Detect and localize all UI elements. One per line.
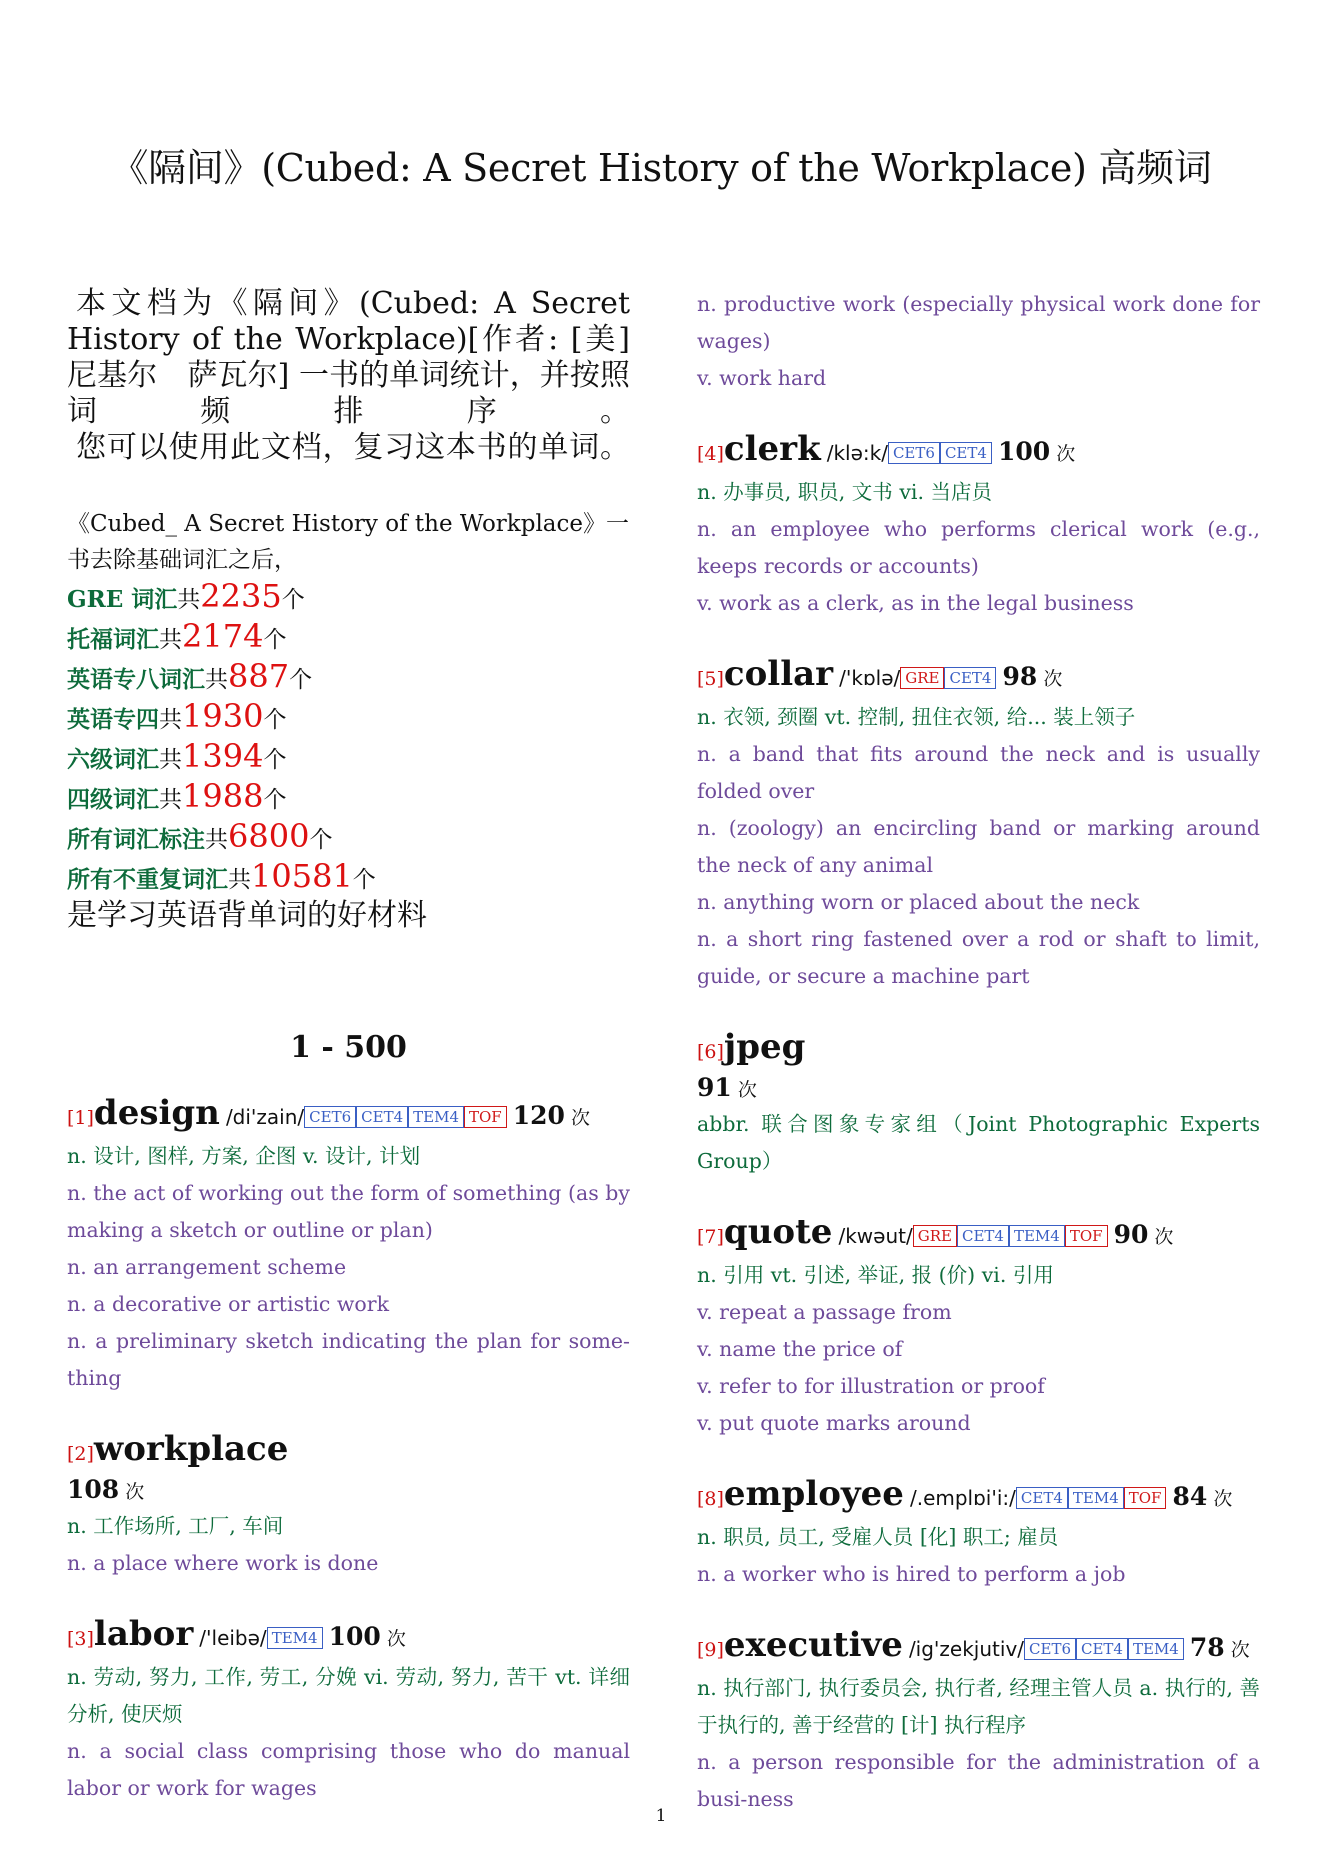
exam-tag: TEM4 xyxy=(1128,1638,1184,1660)
headword: jpeg xyxy=(723,1027,806,1067)
definition: n. 工作场所, 工厂, 车间 xyxy=(67,1514,284,1538)
phonetic: /di'zain/ xyxy=(225,1105,305,1129)
stat-line xyxy=(67,698,630,738)
exam-tag: GRE xyxy=(900,667,944,689)
definition: v. put quote marks around xyxy=(697,1411,971,1435)
entries-right xyxy=(697,286,1260,1818)
entry-index: [5] xyxy=(697,668,724,690)
phonetic: /kwəut/ xyxy=(838,1224,913,1248)
exam-tag: TOF xyxy=(1124,1487,1167,1509)
entry-head xyxy=(697,1212,1260,1257)
phonetic: /ig'zekjutiv/ xyxy=(908,1637,1025,1661)
definition: n. anything worn or placed about the neck xyxy=(697,890,1140,914)
frequency-count: 78 xyxy=(1189,1633,1225,1662)
frequency-count: 90 xyxy=(1113,1220,1149,1249)
stat-count: 2174 xyxy=(182,617,264,655)
definition: n. a worker who is hired to perform a job xyxy=(697,1562,1126,1586)
stat-unit: 个 xyxy=(281,587,305,613)
frequency-unit: 次 xyxy=(737,1079,757,1101)
stat-unit: 个 xyxy=(352,867,376,893)
stat-unit: 个 xyxy=(263,747,287,773)
entry-head xyxy=(67,1614,630,1659)
stat-unit: 个 xyxy=(309,827,333,853)
definition: v. repeat a passage from xyxy=(697,1300,952,1324)
stat-mid: 共 xyxy=(205,667,228,693)
definition: v. work as a clerk, as in the legal business xyxy=(697,591,1134,615)
frequency-count: 100 xyxy=(328,1622,381,1651)
exam-tag: CET4 xyxy=(944,667,996,689)
headword: collar xyxy=(723,654,834,694)
stat-unit: 个 xyxy=(263,627,287,653)
frequency-line xyxy=(67,1474,630,1508)
definition: n. (zoology) an encircling band or marking around the neck of any animal xyxy=(697,816,1260,877)
stat-label: 四级词汇 xyxy=(67,786,159,813)
definition: n. 引用 vt. 引述, 举证, 报 (价) vi. 引用 xyxy=(697,1263,1054,1287)
stat-label: 所有词汇标注 xyxy=(67,826,205,853)
frequency-count: 91 xyxy=(697,1073,732,1102)
stat-line xyxy=(67,578,630,618)
range-heading: 1 - 500 xyxy=(290,1030,407,1065)
headword: quote xyxy=(723,1212,833,1252)
stat-mid: 共 xyxy=(177,587,201,613)
stat-label: 英语专四 xyxy=(67,706,159,733)
headword: clerk xyxy=(723,429,821,469)
definition: v. name the price of xyxy=(697,1337,903,1361)
stat-label: 所有不重复词汇 xyxy=(67,866,228,893)
word-entry xyxy=(697,429,1260,622)
entry-index: [1] xyxy=(67,1107,94,1129)
entry-index: [6] xyxy=(697,1041,724,1063)
entry-index: [3] xyxy=(67,1628,94,1650)
exam-tag: CET4 xyxy=(1076,1638,1128,1660)
definition: n. a social class comprising those who do manual labor or work for wages xyxy=(67,1739,630,1800)
exam-tag: CET4 xyxy=(1016,1487,1068,1509)
left-column xyxy=(67,286,630,1839)
stats-lead: 《Cubed_ A Secret History of the Workplace》一书去除基础词汇之后， xyxy=(67,511,630,573)
exam-tag: GRE xyxy=(913,1225,957,1247)
definition: n. 办事员, 职员, 文书 vi. 当店员 xyxy=(697,480,992,504)
frequency-line xyxy=(697,1072,1260,1106)
word-entry xyxy=(697,1212,1260,1442)
definition: n. an arrangement scheme xyxy=(67,1255,347,1279)
definition: n. a person responsible for the administration of a busi-ness xyxy=(697,1750,1260,1811)
exam-tag: TEM4 xyxy=(408,1106,464,1128)
stat-mid: 共 xyxy=(228,867,251,893)
definition: n. productive work (especially physical work done for wages) xyxy=(697,292,1260,353)
headword: workplace xyxy=(93,1429,289,1469)
stat-line xyxy=(67,738,630,778)
entry-index: [8] xyxy=(697,1488,724,1510)
stat-label: GRE 词汇 xyxy=(67,586,178,613)
stat-count: 6800 xyxy=(228,817,310,855)
entry-head xyxy=(697,654,1260,699)
frequency-unit: 次 xyxy=(1043,668,1063,690)
stat-line xyxy=(67,658,630,698)
stat-count: 2235 xyxy=(200,577,282,615)
phonetic: /.emplɒi'i:/ xyxy=(909,1486,1016,1510)
intro-paragraph-1: 本文档为《隔间》(Cubed: A Secret History of the Workplace)[作者: [美] 尼基尔 萨瓦尔] 一书的单词统计，并按照词频排序。 xyxy=(67,286,630,429)
vocab-stats xyxy=(67,506,630,934)
frequency-unit: 次 xyxy=(125,1481,145,1503)
word-entry xyxy=(67,1093,630,1397)
definition: n. 衣领, 颈圈 vt. 控制, 扭住衣领, 给... 装上领子 xyxy=(697,705,1136,729)
intro xyxy=(67,286,630,466)
definition: n. 执行部门, 执行委员会, 执行者, 经理主管人员 a. 执行的, 善于执行的, 善于经营的 [计] 执行程序 xyxy=(697,1676,1260,1737)
stat-count: 887 xyxy=(228,657,290,695)
word-entry-continued xyxy=(697,286,1260,397)
word-entry xyxy=(697,1027,1260,1180)
word-entry xyxy=(697,654,1260,995)
definition: n. an employee who performs clerical work (e.g., keeps records or accounts) xyxy=(697,517,1260,578)
word-entry xyxy=(697,1625,1260,1818)
exam-tag: TOF xyxy=(464,1106,507,1128)
definition: n. a band that fits around the neck and is usually folded over xyxy=(697,742,1260,803)
frequency-count: 100 xyxy=(997,437,1051,466)
stat-unit: 个 xyxy=(263,707,287,733)
headword: labor xyxy=(93,1614,194,1654)
headword: executive xyxy=(723,1625,903,1665)
stat-mid: 共 xyxy=(159,787,182,813)
stat-line xyxy=(67,618,630,658)
stats-closing: 是学习英语背单词的好材料 xyxy=(67,898,427,933)
frequency-unit: 次 xyxy=(1230,1639,1250,1661)
exam-tag: CET6 xyxy=(888,442,940,464)
phonetic: /klə:k/ xyxy=(826,441,888,465)
stat-label: 英语专八词汇 xyxy=(67,666,205,693)
entry-head xyxy=(67,1429,630,1474)
entry-head xyxy=(697,429,1260,474)
frequency-unit: 次 xyxy=(1154,1226,1174,1248)
stat-unit: 个 xyxy=(289,667,313,693)
stat-line xyxy=(67,778,630,818)
phonetic: /'leibə/ xyxy=(199,1626,267,1650)
stat-mid: 共 xyxy=(205,827,228,853)
document-title: 《隔间》(Cubed: A Secret History of the Workplace) 高频词 xyxy=(110,146,1212,190)
headword: design xyxy=(93,1093,220,1133)
stat-line xyxy=(67,818,630,858)
entry-index: [2] xyxy=(67,1443,94,1465)
exam-tag: CET4 xyxy=(940,442,992,464)
stat-count: 1930 xyxy=(182,697,264,735)
frequency-count: 98 xyxy=(1002,662,1038,691)
definition: v. refer to for illustration or proof xyxy=(697,1374,1045,1398)
stat-label: 托福词汇 xyxy=(67,626,159,653)
definition: n. 职员, 员工, 受雇人员 [化] 职工; 雇员 xyxy=(697,1525,1059,1549)
entries-left xyxy=(67,1093,630,1807)
entry-head xyxy=(697,1474,1260,1519)
exam-tag: TEM4 xyxy=(1009,1225,1065,1247)
entry-index: [9] xyxy=(697,1639,724,1661)
word-entry xyxy=(67,1429,630,1582)
stat-count: 1394 xyxy=(182,737,264,775)
exam-tag: TEM4 xyxy=(1068,1487,1124,1509)
entry-head xyxy=(67,1093,630,1138)
exam-tag: CET4 xyxy=(356,1106,408,1128)
frequency-unit: 次 xyxy=(1056,443,1076,465)
word-entry xyxy=(697,1474,1260,1593)
frequency-count: 120 xyxy=(512,1101,565,1130)
definition: n. 劳动, 努力, 工作, 劳工, 分娩 vi. 劳动, 努力, 苦干 vt. 详细分析, 使厌烦 xyxy=(67,1665,630,1726)
exam-tag: CET4 xyxy=(957,1225,1009,1247)
frequency-unit: 次 xyxy=(386,1628,406,1650)
stat-count: 1988 xyxy=(182,777,264,815)
definition: n. a short ring fastened over a rod or shaft to limit, guide, or secure a machine part xyxy=(697,927,1260,988)
exam-tag: CET6 xyxy=(304,1106,356,1128)
definition: abbr. 联合图象专家组（Joint Photographic Experts Group） xyxy=(697,1112,1260,1173)
definition: n. 设计, 图样, 方案, 企图 v. 设计, 计划 xyxy=(67,1144,421,1168)
frequency-unit: 次 xyxy=(1213,1488,1233,1510)
entry-head xyxy=(697,1027,1260,1072)
stat-count: 10581 xyxy=(251,857,353,895)
entry-index: [7] xyxy=(697,1226,724,1248)
phonetic: /'kɒlə/ xyxy=(839,666,901,690)
stat-label: 六级词汇 xyxy=(67,746,159,773)
stat-mid: 共 xyxy=(159,627,182,653)
frequency-count: 108 xyxy=(67,1475,120,1504)
frequency-unit: 次 xyxy=(570,1107,590,1129)
definition: n. the act of working out the form of something (as by making a sketch or outline or plan) xyxy=(67,1181,630,1242)
exam-tag: CET6 xyxy=(1024,1638,1076,1660)
right-column xyxy=(697,286,1260,1850)
definition: v. work hard xyxy=(697,366,827,390)
entry-index: [4] xyxy=(697,443,724,465)
word-entry xyxy=(67,1614,630,1807)
exam-tag: TEM4 xyxy=(267,1627,323,1649)
definition: n. a preliminary sketch indicating the plan for some-thing xyxy=(67,1329,630,1390)
stat-unit: 个 xyxy=(263,787,287,813)
headword: employee xyxy=(723,1474,904,1514)
stat-mid: 共 xyxy=(159,707,182,733)
frequency-count: 84 xyxy=(1172,1482,1208,1511)
stats-list xyxy=(67,578,630,898)
definition: n. a decorative or artistic work xyxy=(67,1292,389,1316)
definition: n. a place where work is done xyxy=(67,1551,379,1575)
entry-head xyxy=(697,1625,1260,1670)
page-number: 1 xyxy=(655,1806,667,1826)
intro-paragraph-2: 您可以使用此文档，复习这本书的单词。 xyxy=(76,430,630,465)
stat-mid: 共 xyxy=(159,747,182,773)
exam-tag: TOF xyxy=(1065,1225,1108,1247)
stat-line xyxy=(67,858,630,898)
